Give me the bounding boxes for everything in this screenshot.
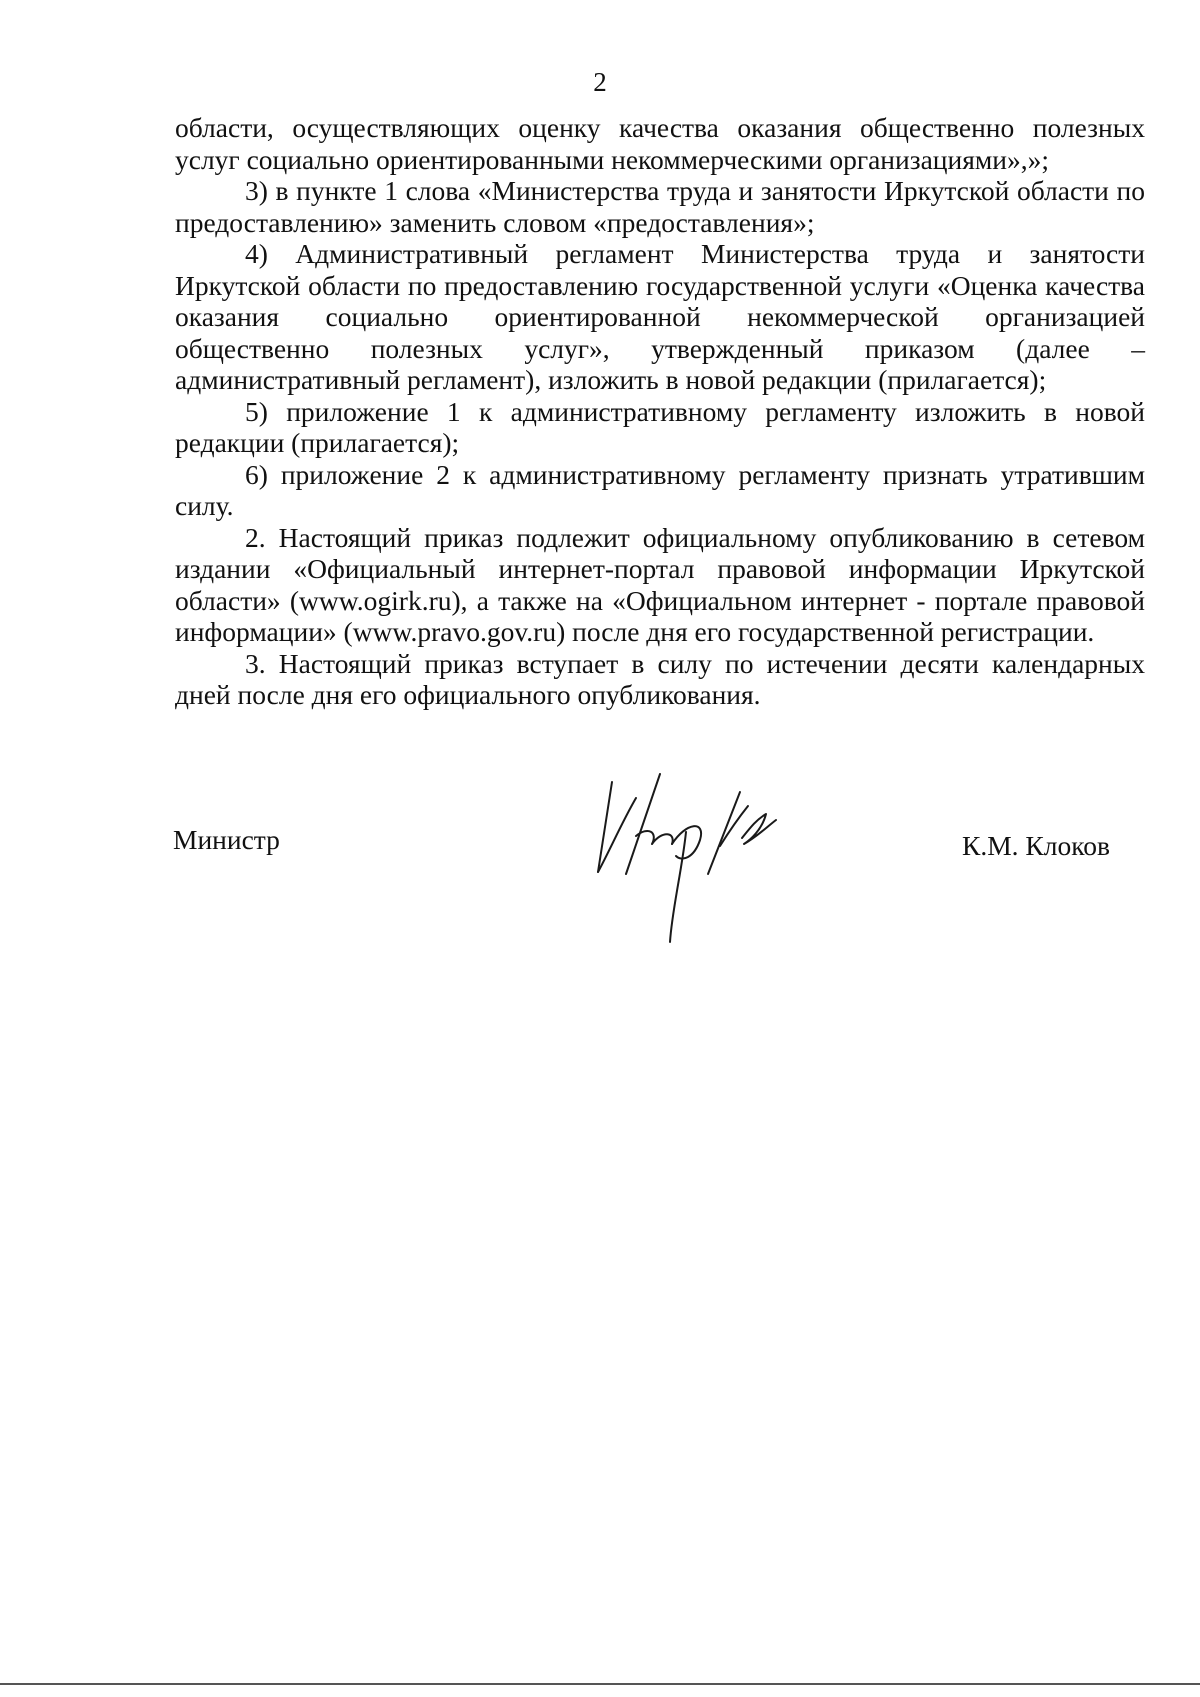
handwritten-signature <box>590 770 850 950</box>
paragraph-item-5: 5) приложение 1 к административному регламенту изложить в новой редакции (прилагается); <box>175 395 1145 458</box>
signer-name: К.М. Клоков <box>962 830 1110 861</box>
paragraph-continuation: области, осуществляющих оценку качества оказания общественно полезных услуг социально ориентированными некоммерческими организациями»,»; <box>175 112 1145 175</box>
paragraph-publication: 2. Настоящий приказ подлежит официальному опубликованию в сетевом издании «Официальный интернет-портал правовой информации Иркутской области» (www.ogirk.ru), а также на «Официальном интернет - портале правовой информации» (www.pravo.gov.ru) после дня его государственной регистрации. <box>175 521 1145 647</box>
signer-position: Министр <box>173 824 280 855</box>
paragraph-item-4: 4) Административный регламент Министерства труда и занятости Иркутской области по предоставлению государственной услуги «Оценка качества оказания социально ориентированной некоммерческой организацией общественно полезных услуг», утвержденный приказом (далее – административный регламент), изложить в новой редакции (прилагается); <box>175 238 1145 395</box>
paragraph-item-3: 3) в пункте 1 слова «Министерства труда и занятости Иркутской области по предоставлению» заменить словом «предоставления»; <box>175 175 1145 238</box>
document-body <box>175 112 1145 711</box>
paragraph-item-6: 6) приложение 2 к административному регламенту признать утратившим силу. <box>175 458 1145 521</box>
paragraph-effective-date: 3. Настоящий приказ вступает в силу по истечении десяти календарных дней после дня его официального опубликования. <box>175 647 1145 710</box>
bottom-scan-edge <box>0 1683 1200 1685</box>
page-number: 2 <box>593 67 607 97</box>
